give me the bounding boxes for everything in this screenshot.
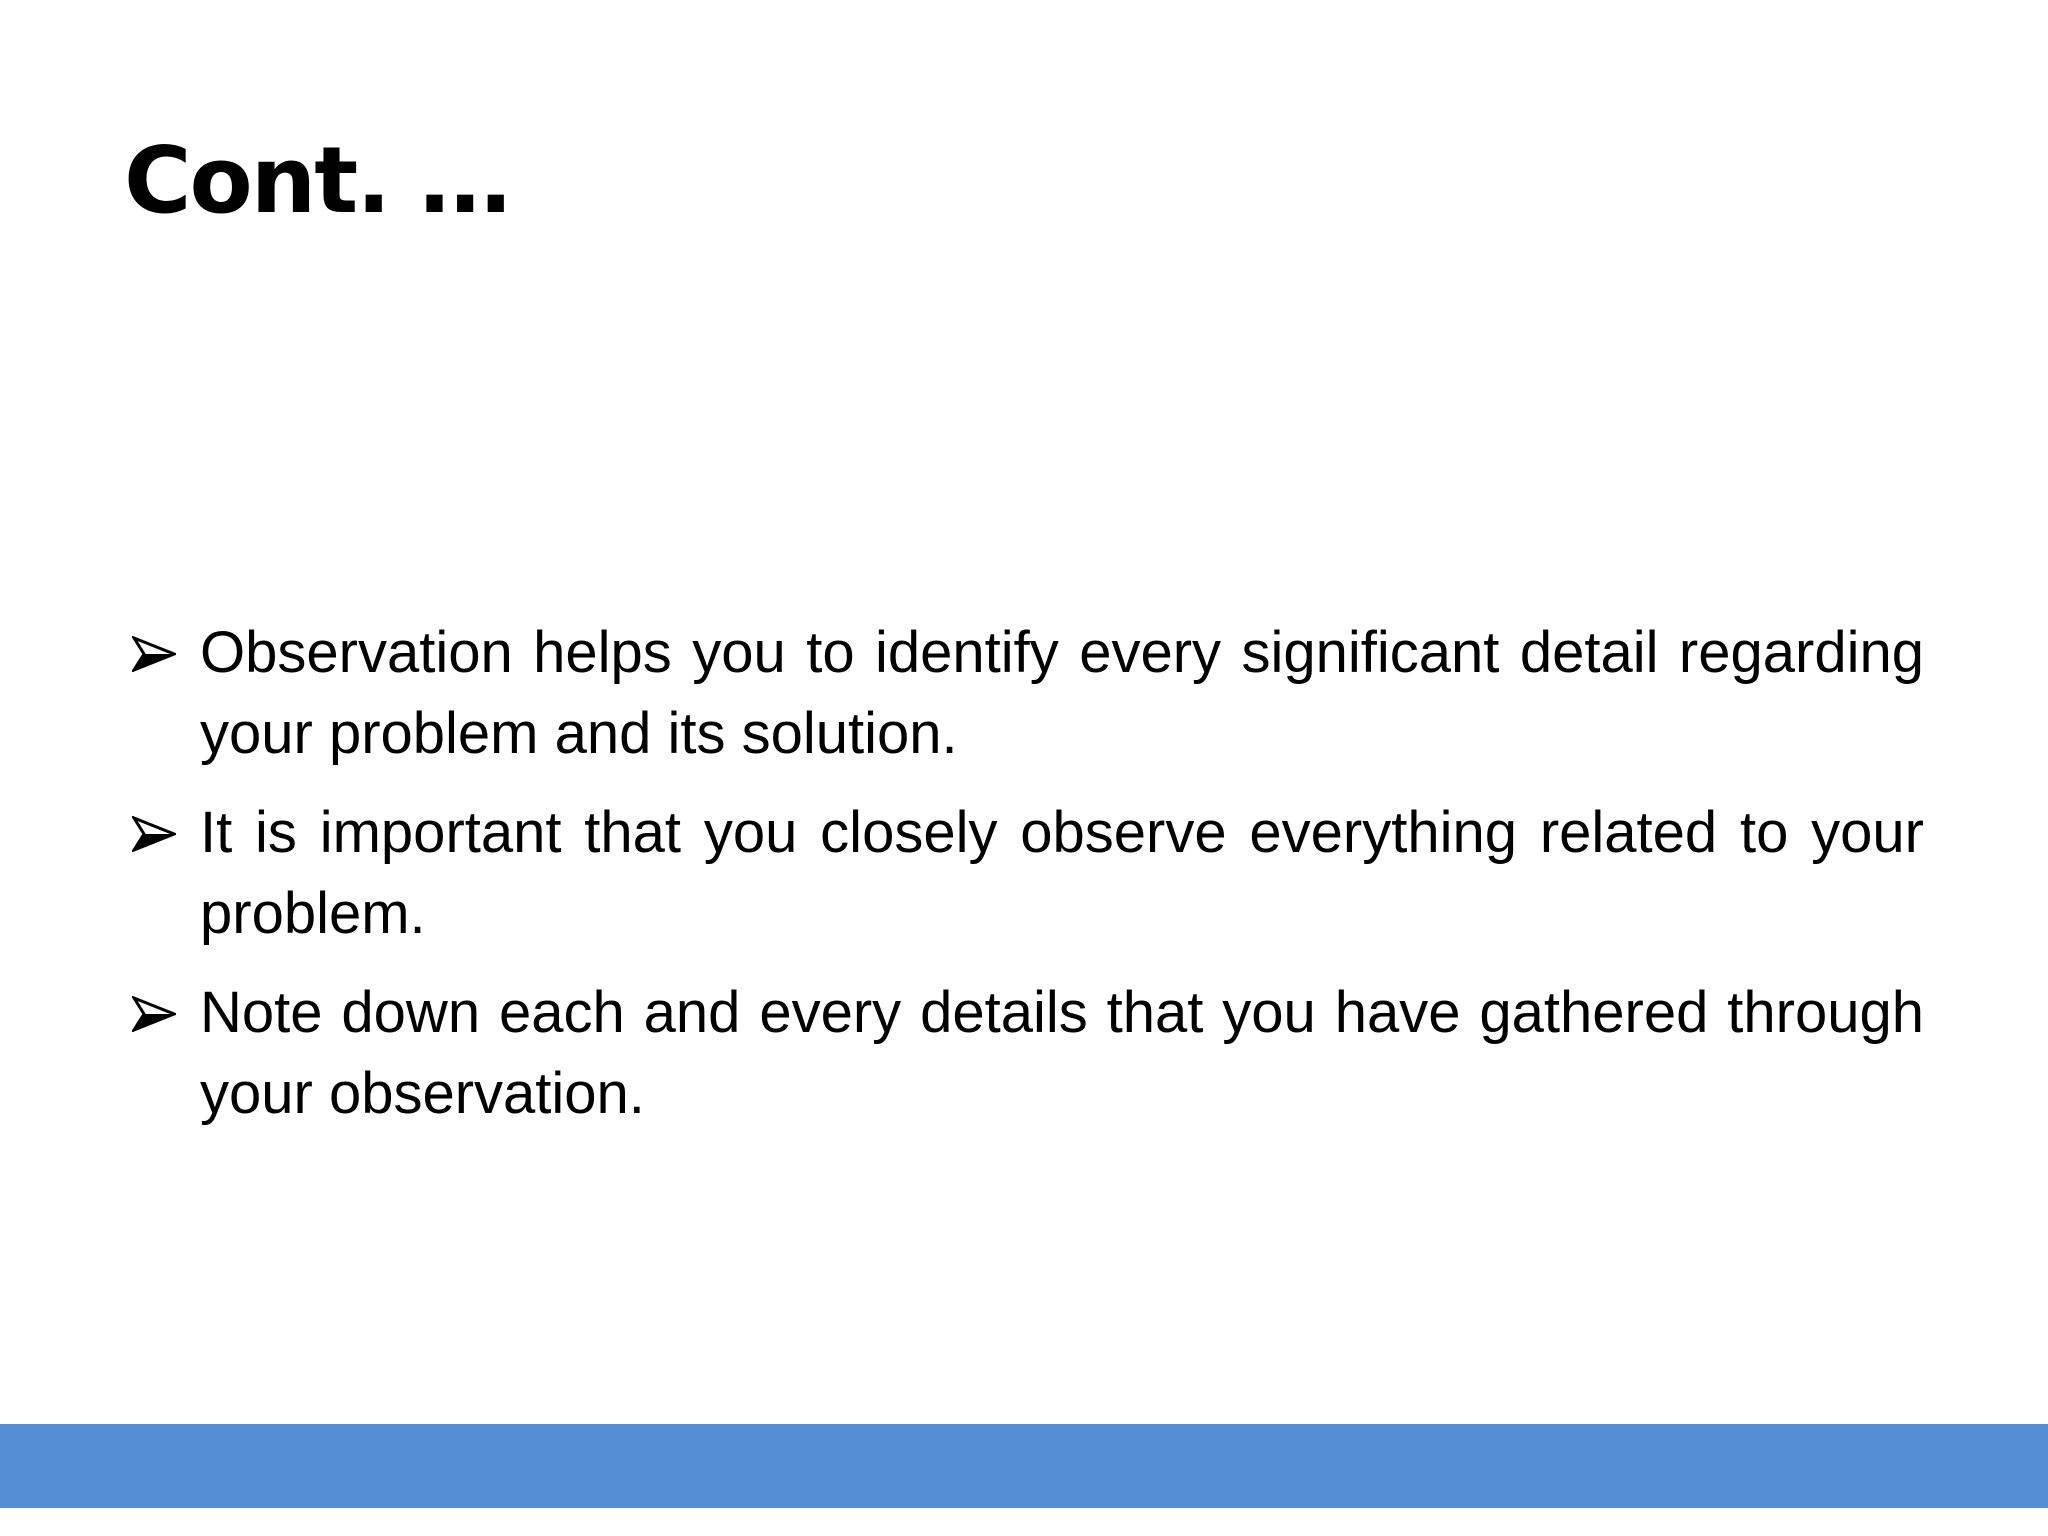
bullet-text: Note down each and every details that you have gathered through your observation. [200, 980, 1924, 1126]
bullet-item [124, 612, 1924, 774]
slide-title: Cont. … [124, 127, 510, 234]
bullet-text: It is important that you closely observe everything related to your problem. [200, 800, 1924, 946]
arrowhead-bullet-icon [132, 996, 176, 1032]
bullet-text: Observation helps you to identify every significant detail regarding your problem and its solution. [200, 620, 1924, 766]
footer-bar [0, 1424, 2048, 1508]
bullet-item [124, 792, 1924, 954]
arrowhead-bullet-icon [132, 636, 176, 672]
arrowhead-bullet-icon [132, 816, 176, 852]
bullet-item [124, 972, 1924, 1134]
bullet-list [124, 612, 1924, 1152]
